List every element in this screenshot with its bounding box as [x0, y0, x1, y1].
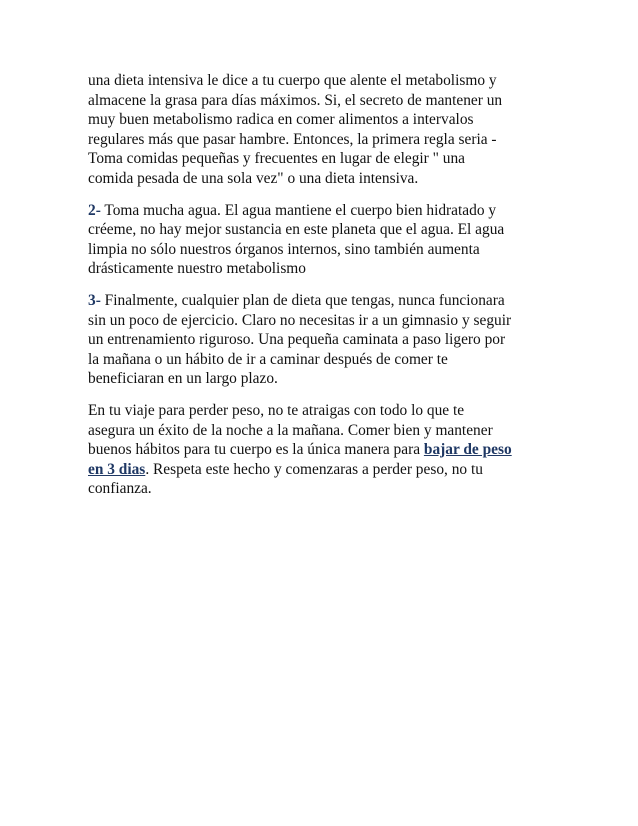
paragraph-line: confianza.	[88, 480, 152, 498]
paragraph-line: sin un poco de ejercicio. Claro no necesitas ir a un gimnasio y seguir	[88, 311, 512, 329]
paragraph-line-text: Toma mucha agua. El agua mantiene el cuerpo bien hidratado y	[100, 201, 497, 219]
paragraph-tip-2	[88, 201, 566, 279]
paragraph-line: una dieta intensiva le dice a tu cuerpo que alente el metabolismo y	[88, 72, 497, 89]
paragraph-line: almacene la grasa para días máximos. Si, el secreto de mantener un	[88, 91, 503, 109]
document-body	[88, 71, 566, 511]
paragraph-line-text: Finalmente, cualquier plan de dieta que tengas, nunca funcionara	[100, 291, 505, 309]
paragraph-conclusion	[88, 401, 566, 499]
paragraph-line-text: buenos hábitos para tu cuerpo es la única manera para	[88, 441, 424, 459]
paragraph-line: la mañana o un hábito de ir a caminar después de comer te	[88, 350, 448, 368]
list-number: 2-	[88, 201, 101, 219]
paragraph-line-text: . Respeta este hecho y comenzaras a perder peso, no tu	[145, 460, 483, 478]
paragraph-tip-3	[88, 291, 566, 389]
paragraph-line	[88, 201, 566, 221]
paragraph-line: limpia no sólo nuestros órganos internos, sino también aumenta	[88, 240, 480, 258]
paragraph-line	[88, 460, 566, 480]
paragraph-intro	[88, 71, 566, 189]
paragraph-line: drásticamente nuestro metabolismo	[88, 260, 306, 278]
paragraph-line: créeme, no hay mejor sustancia en este planeta que el agua. El agua	[88, 221, 505, 239]
paragraph-line	[88, 291, 566, 311]
paragraph-line: comida pesada de una sola vez" o una dieta intensiva.	[88, 169, 419, 187]
bajar-de-peso-link-continued[interactable]: en 3 dias	[88, 460, 146, 478]
list-number: 3-	[88, 291, 101, 309]
bajar-de-peso-link[interactable]: bajar de peso	[423, 441, 512, 459]
paragraph-line: regulares más que pasar hambre. Entonces, la primera regla seria -	[88, 130, 497, 148]
paragraph-line	[88, 440, 566, 460]
paragraph-line: Toma comidas pequeñas y frecuentes en lugar de elegir " una	[88, 150, 465, 168]
paragraph-line: muy buen metabolismo radica en comer alimentos a intervalos	[88, 111, 474, 129]
paragraph-line: un entrenamiento riguroso. Una pequeña caminata a paso ligero por	[88, 331, 506, 349]
paragraph-line: En tu viaje para perder peso, no te atraigas con todo lo que te	[88, 401, 465, 419]
paragraph-line: asegura un éxito de la noche a la mañana. Comer bien y mantener	[88, 421, 493, 439]
paragraph-line: beneficiaran en un largo plazo.	[88, 370, 278, 388]
